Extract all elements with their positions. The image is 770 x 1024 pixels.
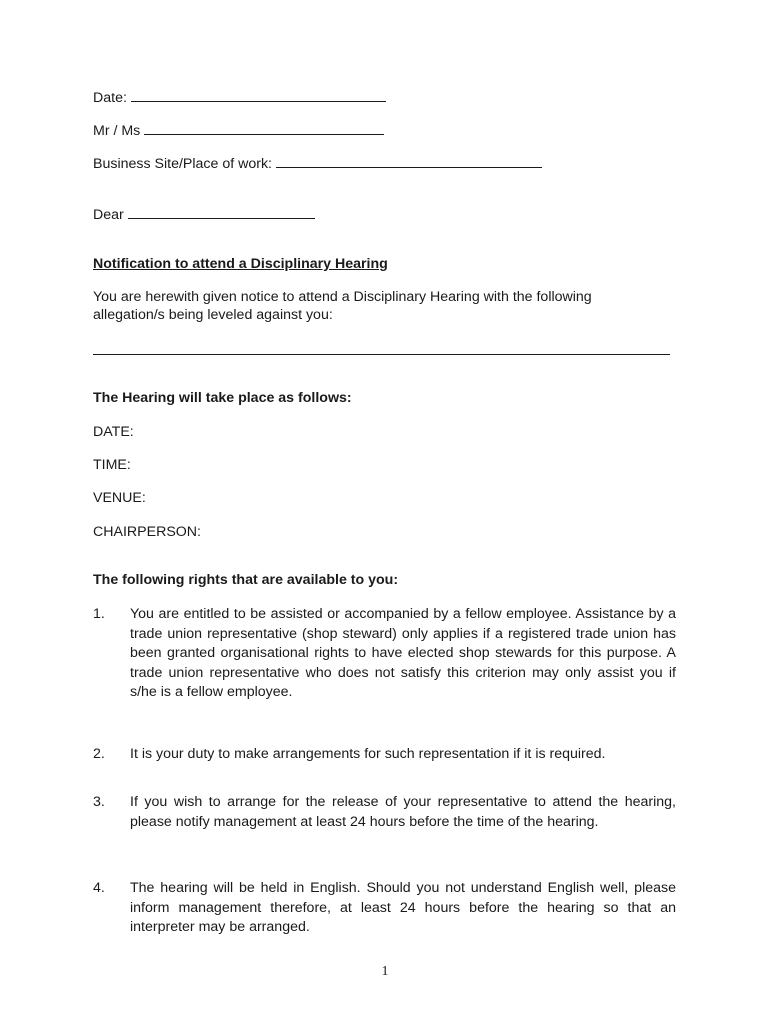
dear-blank-line [128, 204, 315, 219]
rights-item-number: 1. [93, 606, 105, 622]
hearing-time-label: TIME: [93, 457, 131, 473]
rights-list-item [93, 879, 676, 939]
dear-label: Dear [93, 207, 124, 223]
rights-item-number: 3. [93, 794, 105, 810]
rights-list-item [93, 793, 676, 853]
rights-item-text: The hearing will be held in English. Should you not understand English well, please inform management therefore, at least 24 hours before the hearing so that an interpreter may be arranged. [130, 880, 676, 935]
hearing-date-label: DATE: [93, 424, 134, 440]
site-blank-line [276, 153, 542, 168]
site-field [93, 153, 542, 173]
name-field [93, 120, 384, 140]
name-label: Mr / Ms [93, 123, 141, 139]
hearing-heading: The Hearing will take place as follows: [93, 390, 352, 406]
allegation-blank-line [93, 354, 670, 355]
rights-item-text: If you wish to arrange for the release of your representative to attend the hearing, please notify management at least 24 hours before the time of the hearing. [130, 794, 676, 830]
site-label: Business Site/Place of work: [93, 156, 272, 172]
rights-heading: The following rights that are available to you: [93, 572, 399, 588]
notice-intro: You are herewith given notice to attend a Disciplinary Hearing with the following allegation/s being leveled against you: [93, 289, 592, 323]
rights-list-item [93, 745, 676, 767]
rights-item-number: 2. [93, 746, 105, 762]
dear-field [93, 204, 315, 224]
name-blank-line [144, 120, 384, 135]
hearing-venue-label: VENUE: [93, 490, 146, 506]
date-label: Date: [93, 90, 127, 106]
page-number: 1 [381, 964, 389, 979]
rights-item-number: 4. [93, 880, 105, 896]
date-blank-line [131, 87, 386, 102]
date-field [93, 87, 386, 107]
hearing-chairperson-label: CHAIRPERSON: [93, 524, 201, 540]
rights-list-item [93, 605, 676, 705]
rights-item-text: It is your duty to make arrangements for such representation if it is required. [130, 746, 606, 762]
notice-title: Notification to attend a Disciplinary Hearing [93, 256, 388, 272]
rights-item-text: You are entitled to be assisted or accompanied by a fellow employee. Assistance by a trade union representative (shop steward) only applies if a registered trade union has been granted organisational rights to have elected shop stewards for this purpose. A trade union representative who does not satisfy this criterion may only assist you if s/he is a fellow employee. [130, 606, 676, 700]
